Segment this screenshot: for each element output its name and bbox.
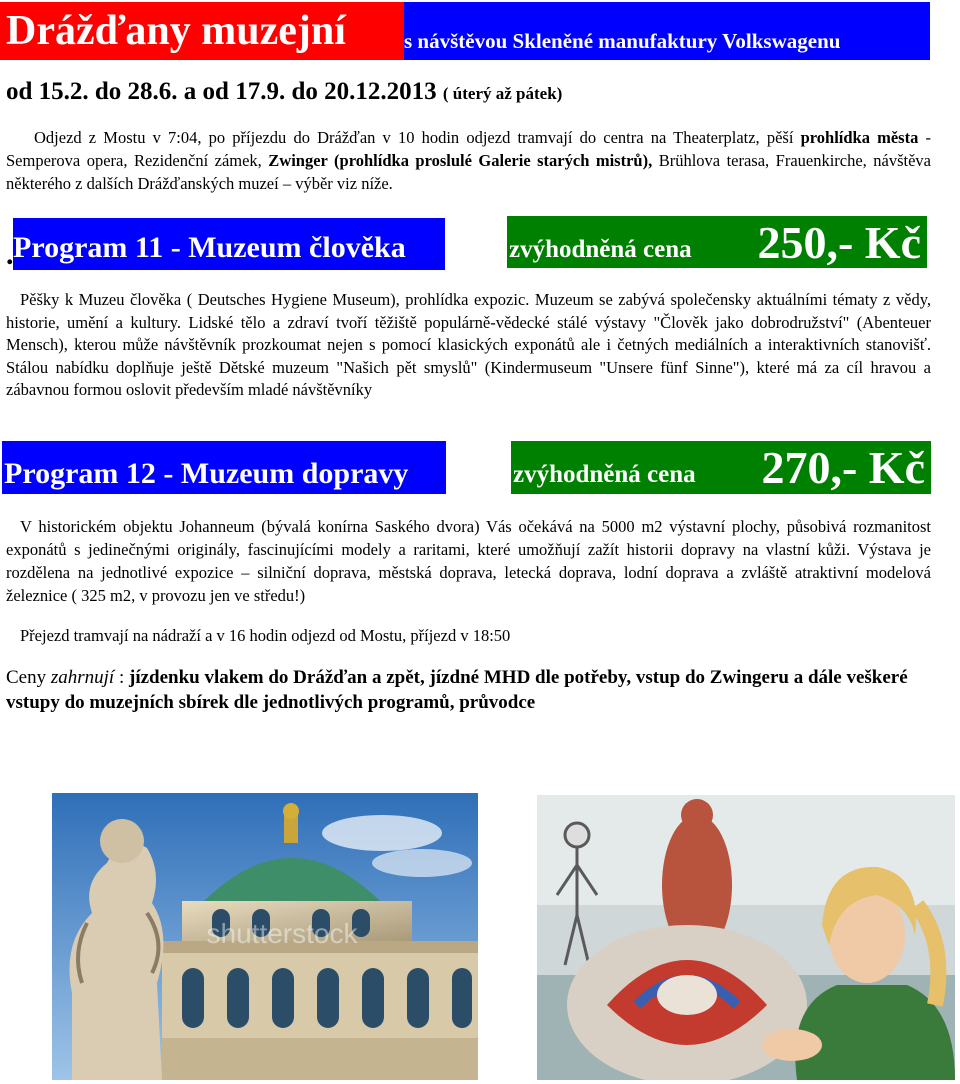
title-banner (0, 2, 404, 60)
program-12-description-text: V historickém objektu Johanneum (bývalá konírna Saského dvora) Vás očekává na 5000 m2 výstavní plochy, působivá rozmanitost exponátů s jedinečnými originály, fascinujícími modely a raritami, které umožňují zažít historii dopravy na vlastní kůži. Výstava je rozdělena na jednotlivé expozice – silniční doprava, městská doprava, letecká doprava, lodní doprava a zvláště atraktivní modelová železnice ( 325 m2, v provozu jen ve středu!) (6, 517, 931, 605)
prices-included-label: zahrnují (50, 667, 115, 688)
date-range-main: od 15.2. do 28.6. a od 17.9. do 20.12.2013 (6, 78, 437, 105)
intro-text-2: prohlídka města (800, 128, 919, 147)
page-title: Drážďany muzejní (6, 8, 346, 54)
zwinger-photo (52, 793, 478, 1080)
prices-colon: : (114, 667, 129, 688)
museum-photo-graphic (537, 795, 955, 1080)
program-11-prefix: . (6, 238, 14, 271)
program-12-price-label: zvýhodněná cena (513, 461, 696, 488)
prices-label: Ceny (6, 667, 47, 688)
intro-text-4: Zwinger (prohlídka proslulé Galerie starých mistrů), (268, 151, 653, 170)
prices-included-text: jízdenku vlakem do Drážďan a zpět, jízdné MHD dle potřeby, vstup do Zwingeru a dále veškeré vstupy do muzejních sbírek dle jednotlivých programů, průvodce (6, 667, 908, 713)
subtitle-banner (404, 2, 930, 60)
program-11-description-text: Pěšky k Muzeu člověka ( Deutsches Hygiene Museum), prohlídka expozic. Muzeum se zabývá společensky aktuálními tématy z vědy, historie, umění a kultury. Lidské tělo a zdraví tvoří těžiště populárně-vědecké stálé výstavy "Člověk jako dobrodružství" (Abenteuer Mensch), kterou může návštěvník prozkoumat nejen s pomocí klasických exponátů ale i četných mediálních a interaktivních stanovišť. Stálou nabídku doplňuje ještě Dětské muzeum "Našich pět smyslů" (Kindermuseum "Unsere fünf Sinne"), které má za cíl hravou a zábavnou formou oslovit především mladé návštěvníky (6, 290, 931, 399)
intro-text-5: Brühlova terasa, Frauenkirche, návštěva některého z dalších Drážďanských muzeí – výběr viz níže. (6, 151, 932, 193)
intro-text-1: Odjezd z Mostu v 7:04, po příjezdu do Drážďan v 10 hodin odjezd tramvají do centra na Theaterplatz, pěší (34, 128, 801, 147)
intro-text-3: - Semperova opera, Rezidenční zámek, (6, 128, 932, 170)
date-range-days: ( úterý až pátek) (442, 84, 563, 103)
program-12-price-box (511, 441, 931, 494)
prices-included (6, 665, 931, 715)
program-12-title: Program 12 - Muzeum dopravy (2, 441, 446, 494)
zwinger-photo-graphic (52, 793, 478, 1080)
page-subtitle: s návštěvou Skleněné manufaktury Volkswagenu (404, 29, 841, 53)
program-11-price: 250,- Kč (757, 217, 921, 268)
watermark-text: shutterstock (206, 918, 358, 949)
program-11-description (6, 289, 931, 402)
program-11-price-box (507, 216, 927, 268)
return-info-text: Přejezd tramvají na nádraží a v 16 hodin odjezd od Mostu, příjezd v 18:50 (20, 626, 511, 645)
program-11-title: Program 11 - Muzeum člověka (13, 218, 445, 270)
museum-photo (537, 795, 955, 1080)
return-info (6, 624, 931, 647)
intro-paragraph (6, 126, 931, 195)
program-12-price: 270,- Kč (761, 442, 925, 493)
program-11-price-label: zvýhodněná cena (509, 236, 692, 263)
date-range (6, 78, 562, 106)
program-12-description (6, 515, 931, 607)
